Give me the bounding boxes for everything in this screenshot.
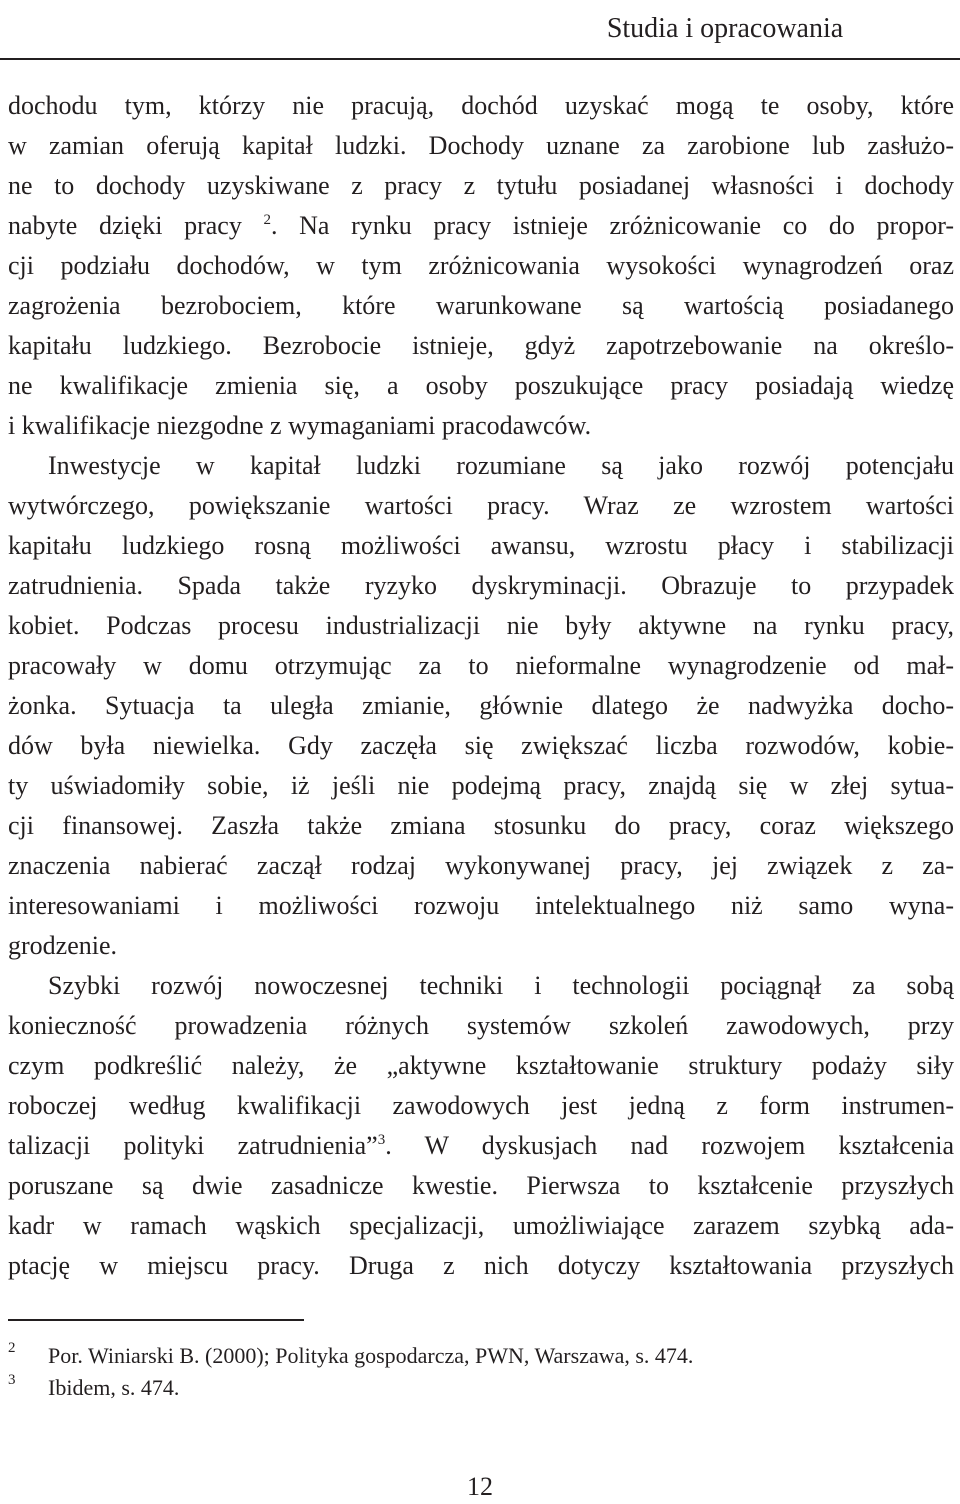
text-line: zagrożenia bezrobociem, które warunkowane są wartością posiadanego bbox=[8, 291, 954, 320]
footnote bbox=[8, 1372, 954, 1404]
text-line: interesowaniami i możliwości rozwoju intelektualnego niż samo wyna- bbox=[8, 891, 954, 920]
footnote-number: 3 bbox=[8, 1372, 16, 1388]
text-segment: . W dyskusjach nad rozwojem kształcenia bbox=[385, 1131, 954, 1160]
text-line: dów była niewielka. Gdy zaczęła się zwiększać liczba rozwodów, kobie- bbox=[8, 731, 954, 760]
text-segment: talizacji polityki zatrudnienia” bbox=[8, 1131, 378, 1160]
text-line bbox=[8, 206, 954, 246]
running-header: Studia i opracowania bbox=[606, 13, 844, 44]
text-line: grodzenie. bbox=[8, 931, 118, 960]
text-line: kobiet. Podczas procesu industrializacji nie były aktywne na rynku pracy, bbox=[8, 611, 954, 640]
footnote-reference-2: 2 bbox=[263, 212, 271, 228]
text-line: zatrudnienia. Spada także ryzyko dyskryminacji. Obrazuje to przypadek bbox=[8, 571, 954, 600]
text-line: konieczność prowadzenia różnych systemów szkoleń zawodowych, przy bbox=[8, 1011, 954, 1040]
text-line: Szybki rozwój nowoczesnej techniki i technologii pociągnął za sobą bbox=[48, 971, 954, 1000]
header-rule bbox=[0, 58, 960, 60]
text-line: ty uświadomiły sobie, iż jeśli nie podejmą pracy, znajdą się w złej sytua- bbox=[8, 771, 954, 800]
text-line: kapitału ludzkiego rosną możliwości awansu, wzrostu płacy i stabilizacji bbox=[8, 531, 954, 560]
text-segment: . Na rynku pracy istnieje zróżnicowanie co do propor- bbox=[271, 211, 954, 240]
text-line: kadr w ramach wąskich specjalizacji, umożliwiające zarazem szybką ada- bbox=[8, 1211, 954, 1240]
text-segment: nabyte dzięki pracy bbox=[8, 211, 242, 240]
footnote-reference-3: 3 bbox=[377, 1132, 386, 1148]
footnote-rule bbox=[8, 1319, 304, 1321]
text-line: w zamian oferują kapitał ludzki. Dochody uznane za zarobione lub zasłużo- bbox=[8, 131, 954, 160]
text-line bbox=[8, 1126, 954, 1166]
footnote-number: 2 bbox=[8, 1340, 16, 1356]
text-line: poruszane są dwie zasadnicze kwestie. Pierwsza to kształcenie przyszłych bbox=[8, 1171, 954, 1200]
text-line: ne to dochody uzyskiwane z pracy z tytułu posiadanej własności i dochody bbox=[8, 171, 954, 200]
text-line: Inwestycje w kapitał ludzki rozumiane są jako rozwój potencjału bbox=[48, 451, 954, 480]
text-line: ne kwalifikacje zmienia się, a osoby poszukujące pracy posiadają wiedzę bbox=[8, 371, 954, 400]
text-line: pracowały w domu otrzymując za to nieformalne wynagrodzenie od mał- bbox=[8, 651, 954, 680]
text-line: cji finansowej. Zaszła także zmiana stosunku do pracy, coraz większego bbox=[8, 811, 954, 840]
footnote-text: Por. Winiarski B. (2000); Polityka gospodarcza, PWN, Warszawa, s. 474. bbox=[48, 1343, 694, 1368]
text-line: kapitału ludzkiego. Bezrobocie istnieje, gdyż zapotrzebowanie na określo- bbox=[8, 331, 954, 360]
text-line: cji podziału dochodów, w tym zróżnicowania wysokości wynagrodzeń oraz bbox=[8, 251, 954, 280]
text-line: dochodu tym, którzy nie pracują, dochód uzyskać mogą te osoby, które bbox=[8, 91, 954, 120]
text-line: ptację w miejscu pracy. Druga z nich dotyczy kształtowania przyszłych bbox=[8, 1251, 954, 1280]
text-line: wytwórczego, powiększanie wartości pracy. Wraz ze wzrostem wartości bbox=[8, 491, 954, 520]
page-number: 12 bbox=[467, 1472, 493, 1501]
text-line: żonka. Sytuacja ta uległa zmianie, głównie dlatego że nadwyżka docho- bbox=[8, 691, 954, 720]
footnote-text: Ibidem, s. 474. bbox=[48, 1375, 180, 1400]
text-line: roboczej według kwalifikacji zawodowych jest jedną z form instrumen- bbox=[8, 1091, 954, 1120]
text-line: czym podkreślić należy, że „aktywne kształtowanie struktury podaży siły bbox=[8, 1051, 954, 1080]
text-line: i kwalifikacje niezgodne z wymaganiami pracodawców. bbox=[8, 411, 592, 440]
text-line: znaczenia nabierać zaczął rodzaj wykonywanej pracy, jej związek z za- bbox=[8, 851, 954, 880]
main-text bbox=[8, 86, 954, 1286]
footnotes bbox=[8, 1340, 954, 1404]
footnote bbox=[8, 1340, 954, 1372]
